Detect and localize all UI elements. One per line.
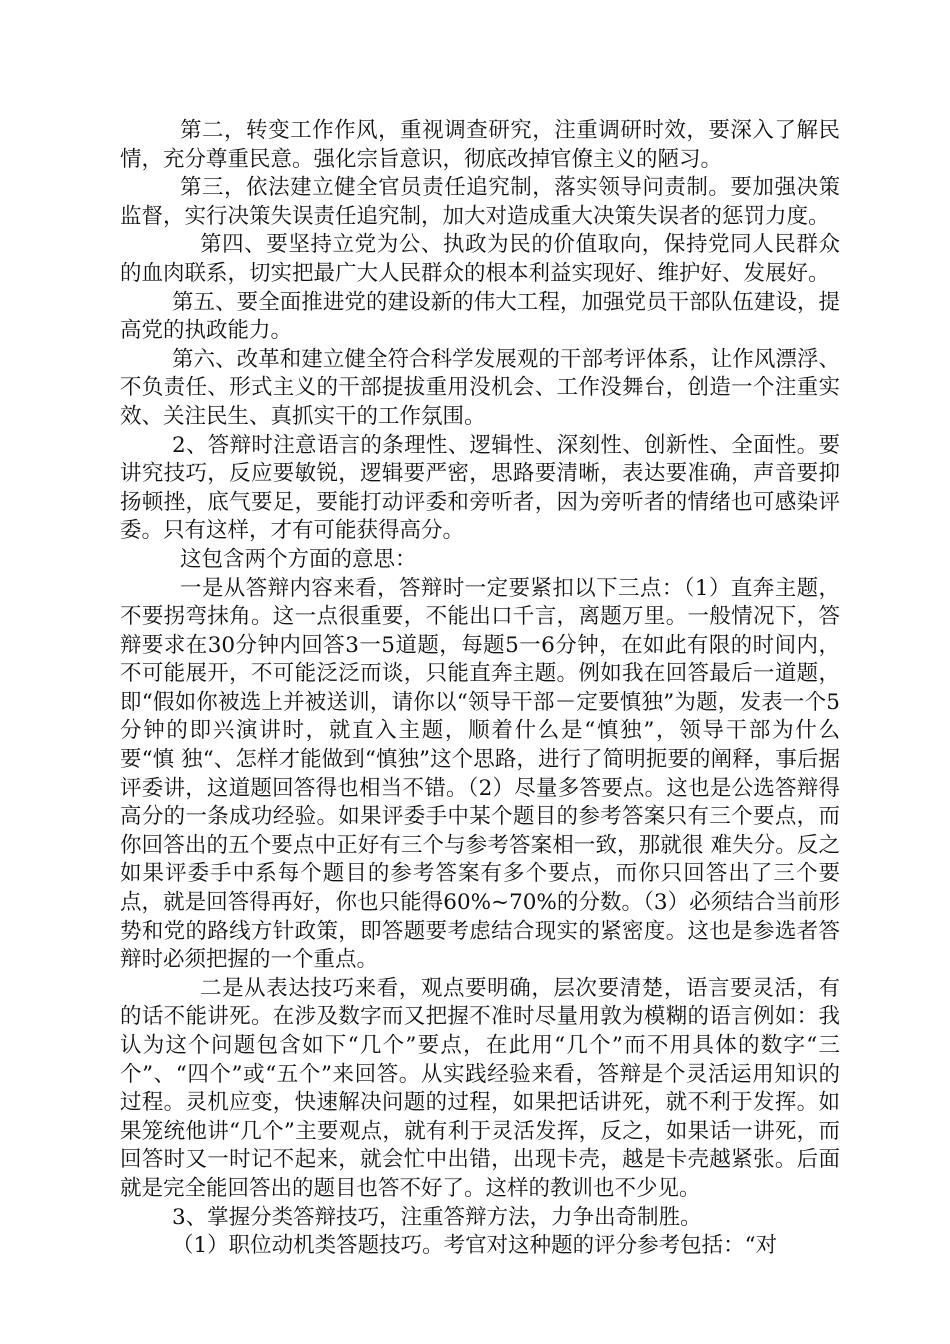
paragraph-aspect-one: 一是从答辩内容来看，答辩时一定要紧扣以下三点：（1）直奔主题，不要拐弯抹角。这一点很重要，不能出口千言，离题万里。一般情况下，答辩要求在30分钟内回答3一5道题，每题5一6分钟，在如此有限的时间内，不可能展开，不可能泛泛而谈，只能直奔主题。例如我在回答最后一道题，即“假如你被选上并被送训，请你以“领导干部－定要慎独”为题，发表一个5分钟的即兴演讲时，就直入主题，顺着什么是“慎独”，领导干部为什么要“慎 独“、怎样才能做到“慎独”这个思路，进行了简明扼要的阐释，事后据评委讲，这道题回答得也相当不错。（2）尽量多答要点。这也是公选答辩得高分的一条成功经验。如果评委手中某个题目的参考答案只有三个要点，而你回答出的五个要点中正好有三个与参考答案相一致，那就很 难失分。反之如果评委手中系每个题目的参考答案有多个要点，而你只回答出了三个要点，就是回答得再好，你也只能得60%~70%的分数。（3）必须结合当前形势和党的路线方针政策，即答题要考虑结合现实的紧密度。这也是参选者答辩时必须把握的一个重点。 xyxy=(120,575,840,973)
paragraph-point-five: 第五、要全面推进党的建设新的伟大工程，加强党员干部队伍建设，提高党的执政能力。 xyxy=(120,289,840,344)
paragraph-section-3: 3、掌握分类答辩技巧，注重答辩方法，力争出奇制胜。 xyxy=(172,1204,702,1230)
paragraph-aspect-two: 二是从表达技巧来看，观点要明确，层次要清楚，语言要灵活，有的话不能讲死。在涉及数字而又把握不准时尽量用敦为模糊的语言例如：我认为这个问题包含如下“几个”要点，在此用“几个”而不用具体的数字“三个”、“四个”或“五个”来回答。从实践经验来看，答辩是个灵活运用知识的过程。灵机应变，快速解决问题的过程，如果把话讲死，就不利于发挥。如果笼统他讲“几个”主要观点，就有利于灵活发挥，反之，如果话一讲死，而回答时又一时记不起来，就会忙中出错，出现卡壳，越是卡壳越紧张。后面就是完全能回答出的题目也答不好了。这样的教训也不少见。 xyxy=(120,975,840,1201)
paragraph-subsection-1: （1）职位动机类答题技巧。考官对这种题的评分参考包括：“对 xyxy=(172,1233,778,1259)
paragraph-two-aspects: 这包含两个方面的意思： xyxy=(180,546,417,572)
document-body xyxy=(120,117,840,1261)
paragraph-point-four: 第四、要坚持立党为公、执政为民的价值取向，保持党同人民群众的血肉联系，切实把最广大人民群众的根本利益实现好、维护好、发展好。 xyxy=(120,232,840,286)
paragraph-section-2: 2、答辩时注意语言的条理性、逻辑性、深刻性、创新性、全面性。要讲究技巧，反应要敏锐，逻辑要严密，思路要清晰，表达要准确，声音要抑扬顿挫，底气要足，要能打动评委和旁听者，因为旁听者的情绪也可感染评委。只有这样，才有可能获得高分。 xyxy=(120,432,840,544)
paragraph-point-two: 第二，转变工作作风，重视调查研究，注重调研时效，要深入了解民情，充分尊重民意。强化宗旨意识，彻底改掉官僚主义的陋习。 xyxy=(120,118,840,172)
paragraph-point-six: 第六、改革和建立健全符合科学发展观的干部考评体系，让作风漂浮、不负责任、形式主义的干部提拔重用没机会、工作没舞台，创造一个注重实效、关注民生、真抓实干的工作氛围。 xyxy=(120,346,840,429)
paragraph-point-three: 第三，依法建立健全官员责任追究制，落实领导问责制。要加强决策监督，实行决策失误责任追究制，加大对造成重大决策失误者的惩罚力度。 xyxy=(120,175,840,229)
